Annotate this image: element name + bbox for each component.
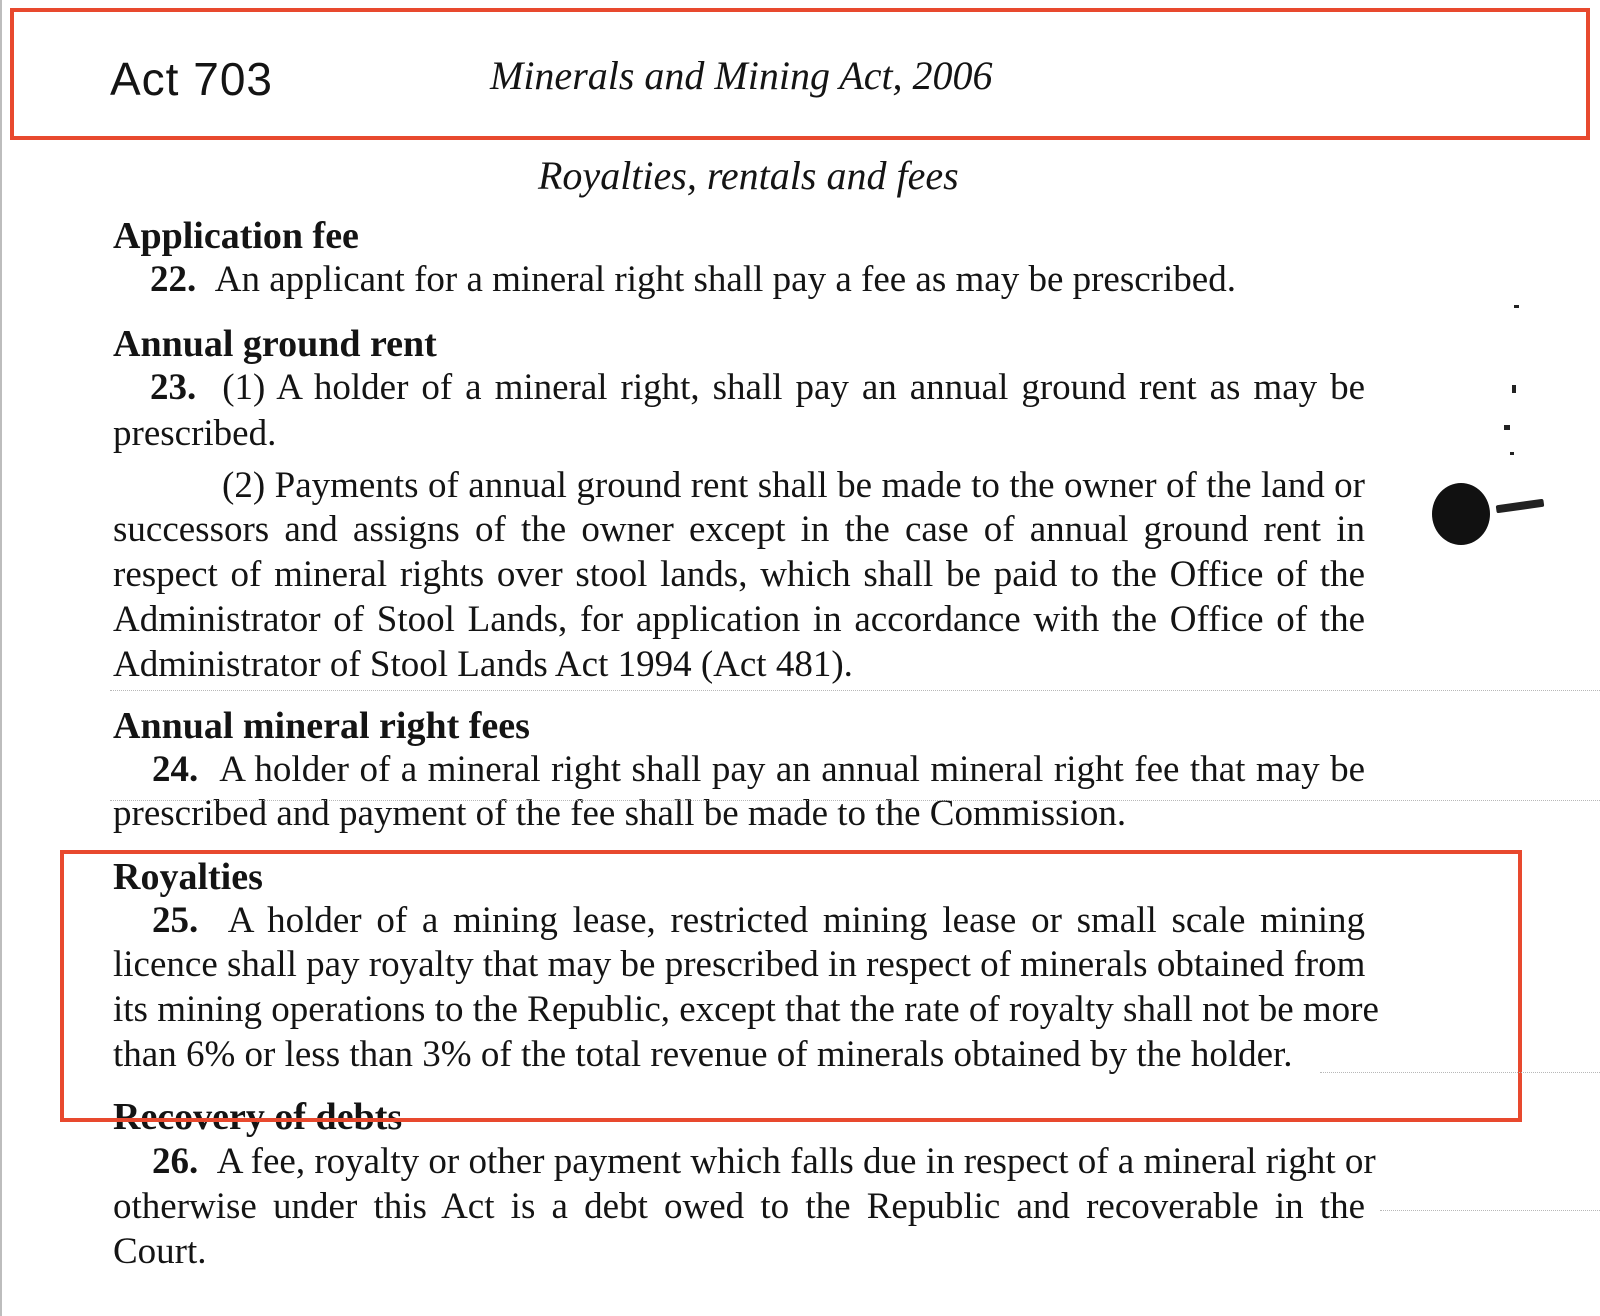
ink-speck <box>1510 452 1514 455</box>
section-23-2-line-4: Administrator of Stool Lands, for application in accordance with the Office of the <box>113 599 1365 640</box>
part-title: Royalties, rentals and fees <box>538 153 959 198</box>
section-23-line-2: prescribed. <box>113 413 277 454</box>
section-25-line-4: than 6% or less than 3% of the total revenue of minerals obtained by the holder. <box>113 1034 1293 1075</box>
section-number: 24. <box>152 749 199 790</box>
act-title: Minerals and Mining Act, 2006 <box>490 53 993 98</box>
section-26-line-3: Court. <box>113 1231 207 1272</box>
section-23-2-line-2: successors and assigns of the owner except in the case of annual ground rent in <box>113 509 1365 550</box>
heading-annual-ground-rent: Annual ground rent <box>113 323 437 365</box>
section-26-line-1: 26. A fee, royalty or other payment which falls due in respect of a mineral right or <box>152 1141 1376 1182</box>
section-number: 23. <box>150 367 197 408</box>
highlight-box-royalties <box>60 850 1522 1122</box>
section-25-line-3: its mining operations to the Republic, except that the rate of royalty shall not be more <box>113 989 1379 1030</box>
ink-speck <box>1514 305 1519 308</box>
section-25-line-2: licence shall pay royalty that may be prescribed in respect of minerals obtained from <box>113 944 1366 985</box>
section-23-line-1: 23. (1) A holder of a mineral right, shall pay an annual ground rent as may be <box>150 367 1366 408</box>
scan-line <box>110 690 1600 692</box>
highlight-box-header <box>10 8 1590 140</box>
ink-blot <box>1432 483 1490 545</box>
page-edge <box>0 0 2 1316</box>
section-23-2-line-1: (2) Payments of annual ground rent shall be made to the owner of the land or <box>222 465 1365 506</box>
scan-line <box>1380 1210 1600 1212</box>
section-24-line-2: prescribed and payment of the fee shall be made to the Commission. <box>113 793 1127 834</box>
scan-line <box>110 800 1600 802</box>
section-24-line-1: 24. A holder of a mineral right shall pay an annual mineral right fee that may be <box>152 749 1366 790</box>
section-23-2-line-3: respect of mineral rights over stool lands, which shall be paid to the Office of the <box>113 554 1365 595</box>
ink-speck <box>1504 425 1510 430</box>
ink-speck <box>1512 385 1516 393</box>
section-number: 22. <box>150 259 197 300</box>
section-number: 26. <box>152 1141 199 1182</box>
heading-annual-mineral-right-fees: Annual mineral right fees <box>113 705 530 747</box>
section-number: 25. <box>152 900 199 941</box>
section-25-line-1: 25. A holder of a mining lease, restricted mining lease or small scale mining <box>152 900 1365 941</box>
section-22-line-1: 22. An applicant for a mineral right shall pay a fee as may be prescribed. <box>150 259 1236 300</box>
section-23-2-line-5: Administrator of Stool Lands Act 1994 (Act 481). <box>113 644 853 685</box>
ink-mark <box>1496 499 1545 514</box>
heading-royalties: Royalties <box>113 856 263 898</box>
heading-recovery-of-debts: Recovery of debts <box>113 1096 403 1138</box>
section-26-line-2: otherwise under this Act is a debt owed to the Republic and recoverable in the <box>113 1186 1365 1227</box>
scan-line <box>1320 1072 1600 1074</box>
act-number: Act 703 <box>110 53 273 105</box>
heading-application-fee: Application fee <box>113 215 359 257</box>
